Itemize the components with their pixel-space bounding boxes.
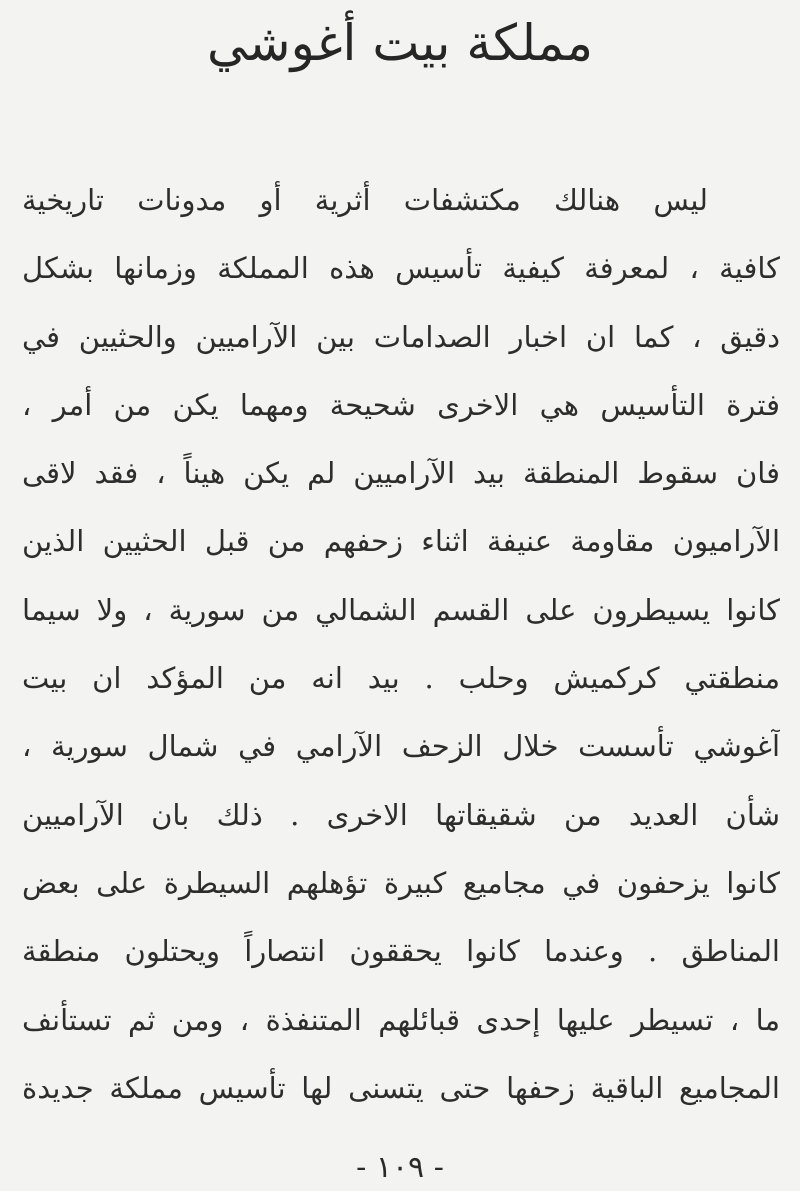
text-line: شأن العديد من شقيقاتها الاخرى . ذلك بان الآراميين (22, 797, 780, 832)
text-line: كافية ، لمعرفة كيفية تأسيس هذه المملكة وزمانها بشكل (22, 251, 780, 286)
text-line: ما ، تسيطر عليها إحدى قبائلهم المتنفذة ، ومن ثم تستأنف (22, 1002, 780, 1037)
page-number: - ١٠٩ - (356, 1150, 444, 1185)
text-line: الآراميون مقاومة عنيفة اثناء زحفهم من قبل الحثيين الذين (22, 524, 780, 559)
text-line: ليس هنالك مكتشفات أثرية أو مدونات تاريخية (22, 183, 708, 217)
page-title: مملكة بيت أغوشي (207, 14, 593, 72)
text-line: المناطق . وعندما كانوا يحققون انتصاراً ويحتلون منطقة (22, 934, 780, 969)
text-line: منطقتي كركميش وحلب . بيد انه من المؤكد ان بيت (22, 661, 780, 696)
text-line: فترة التأسيس هي الاخرى شحيحة ومهما يكن من أمر ، (22, 387, 780, 422)
body-text (22, 166, 780, 1122)
text-line: كانوا يزحفون في مجاميع كبيرة تؤهلهم السيطرة على بعض (22, 865, 780, 900)
text-line: فان سقوط المنطقة بيد الآراميين لم يكن هيناً ، فقد لاقى (22, 456, 780, 491)
text-line: المجاميع الباقية زحفها حتى يتسنى لها تأسيس مملكة جديدة (22, 1070, 780, 1105)
text-line: دقيق ، كما ان اخبار الصدامات بين الآراميين والحثيين في (22, 319, 780, 354)
text-line: آغوشي تأسست خلال الزحف الآرامي في شمال سورية ، (22, 729, 780, 764)
text-line: كانوا يسيطرون على القسم الشمالي من سورية ، ولا سيما (22, 592, 780, 627)
